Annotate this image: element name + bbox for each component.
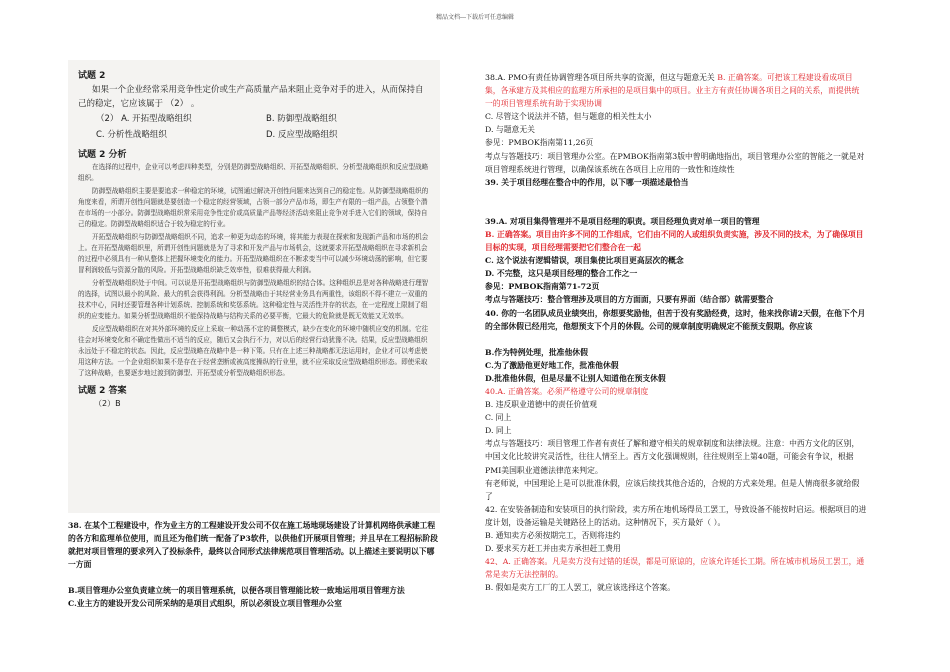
right-column-text [485,71,867,594]
answer-40-note: 有老师说，中国理论上是可以批准休假，应该后续找其他合适的，合规的方式来处理。但是人情商很多就给假了 [485,478,860,501]
question-40: 40. 你的一名团队成员业绩突出，你想要奖励他，但苦于没有奖励经费，这时，他来找你请2天假，在他下个月的全部休假已经用完，他想预支下个月的休假。公司的规章制度明确规定不能预支假期。你应该 [485,308,866,331]
question-40-option-b: B.作为特例处理，批准他休假 [485,347,588,357]
answer-40-correct: 40.A. 正确答案。必须严格遵守公司的规章制度 [485,386,649,396]
answer-40-b: B. 违反职业道德中的责任价值观 [485,400,598,410]
analysis-title: 试题 2 分析 [78,150,127,160]
answer-40-d: D. 同上 [485,426,512,436]
question-42-option-d: D. 要求买方赶工并由卖方承担赶工费用 [485,544,621,554]
question-38-option-c: C.业主方的建设开发公司所采纳的是项目式组织，所以必须设立项目管理办公室 [68,599,342,608]
question-options [96,111,430,143]
answer-39-reference: 参见：PMBOK指南第71-72页 [485,282,600,292]
answer-40-tip: 考点与答题技巧：项目管理工作者有责任了解和遵守相关的规章制度和法律法规。注意：中西方文化的区别，中国文化比较讲究灵活性，往往人情至上。西方文化强调规则，往往规则至上第40题，可能会有争议，根据PMI美国职业道德法律范来判定。 [485,439,860,475]
answer-38-a: 38.A. PMO有责任协调管理各项目所共享的资源，但这与题意无关 [485,73,715,82]
answer-38-correct: B. 正确答案。可把该工程建设看成项目集，各承建方及其相应的监理方所承担的是项目集中的项目。业主方有责任协调各项目之间的关系，而提供统一的项目管理系统有助于实现协调 [485,73,860,109]
question-text: 如果一个企业经常采用竞争性定价或生产高质量产品来阻止竞争对手的进入，从而保持自己的稳定，它应该属于 （2） 。 [78,85,424,109]
answer-38-d: D. 与题意无关 [485,125,535,135]
scanned-question-image [68,60,440,513]
answer-40-c: C. 同上 [485,413,512,423]
option-b: B. 防御型战略组织 [266,114,337,124]
question-title: 试题 2 [78,71,106,81]
answer-39-d: D. 不完整，这只是项目经理的整合工作之一 [485,269,638,279]
answer-39-tip: 考点与答题技巧：整合管理涉及项目的方方面面，只要有界面（结合部）就需要整合 [485,295,774,305]
question-38: 38. 在某个工程建设中，作为业主方的工程建设开发公司不仅在施工场地现场建设了计算机网络供承建工程的各方和监理单位使用，而且还为他们统一配备了P3软件，以供他们开展项目管理；并且早在工程招标阶段就把对项目管理的要求列入了投标条件，最终以合同形式法律规范项目管理活动。以上描述主要说明以下哪一方面 [68,521,438,569]
answer-39-c: C. 这个说法有逻辑错误，项目集使比项目更高层次的概念 [485,256,684,266]
analysis-intro: 在选择的过程中，企业可以考虑四种类型，分别是防御型战略组织、开拓型战略组织、分析型战略组织和反应型战略组织。 [78,163,429,182]
analysis-para-4: 反应型战略组织在对其外部环境的反应上采取一种动荡不定的调整模式，缺少在变化的环境中随机应变的机制。它往往会对环境变化和不确定性做出不适当的反应，随后又会执行不力，对以后的经营行动犹豫不决。结果，反应型战略组织永远处于不稳定的状态。因此，反应型战略在战略中是一种下策。只有在上述三种战略都无法运用时，企业才可以考虑使用这种方法。一个企业组织如果不是存在于经营垄断或被高度操纵的行业里，就不应采取反应型战略组织形态。即使采取了这种战略，也要逐步地过渡到防御型、开拓型或分析型战略组织形态。 [78,325,429,377]
answer-39-a: 39.A. 对项目集得管理并不是项目经理的职责。项目经理负责对单一项目的管理 [485,216,760,226]
analysis-para-2: 开拓型战略组织与防御型战略组织不同，追求一种更为动态的环境，将其能力表现在探索和发现新产品和市场的机会上。在开拓型战略组织里，所谓开创性问题就是为了寻求和开发产品与市场机会，这就要求开拓型战略组织在寻求新机会的过程中必须具有一种从整体上把握环境变化的能力。开拓型战略组织在不断求变当中可以减少环境动荡的影响，但它要冒利润较低与资源分散的风险。开拓型战略组织缺乏效率性，很难获得最大利润。 [78,233,429,274]
left-column-text [68,519,440,610]
answer-39-correct: B. 正确答案。项目由许多不同的工作组成，它们由不同的人或组织负责实施，涉及不同的技术，为了确保项目目标的实现，项目经理需要把它们整合在一起 [485,229,864,253]
answer-42-b: B. 假如是卖方工厂的工人罢工，就应该选择这个答案。 [485,583,676,593]
answer-38 [485,71,867,110]
page-header: 精品文档---下载后可任意编辑 [435,14,515,21]
answer-42-correct: 42、A. 正确答案。凡是卖方没有过错的延误，都是可原谅的，应该允许延长工期。所在城市机场员工罢工，通常是卖方无法控制的。 [485,557,865,580]
question-38-option-b: B.项目管理办公室负责建立统一的项目管理系统，以便各项目管理能比较一致地运用项目管理方法 [68,586,405,595]
answer-title: 试题 2 答案 [78,386,127,396]
analysis-para-3: 分析型战略组织处于中间。可以说是开拓型战略组织与防御型战略组织的结合体。这种组织总是对各种战略进行理智的选择，试图以最小的风险、最大的机会获得利润。分析型战略由于其经营业务具有两重性，该组织不得不建立一双重的技术中心，同时还要管理各种计划系统、控制系统和奖惩系统。这种稳定性与灵活性并存的状态，在一定程度上限制了组织的应变能力。如果分析型战略组织不能保持战略与结构关系的必要平衡，它最大的危险就是既无效能又无效率。 [78,279,429,320]
option-c: C. 分析性战略组织 [96,130,167,140]
question-40-option-d: D.批准他休假，但是尽量不让别人知道他在预支休假 [485,373,666,383]
answer-38-reference: 参见：PMBOK指南第11,26页 [485,138,594,148]
answer-value: （2）B [94,399,121,408]
answer-38-c: C. 尽管这个说法并不错，但与题意的相关性太小 [485,112,652,122]
question-42-option-b: B. 通知卖方必须按期完工，否则将违约 [485,531,621,540]
option-a: （2） A. 开拓型战略组织 [96,114,192,124]
question-40-option-c: C.为了激励他更好地工作，批准他休假 [485,360,619,370]
analysis-para-1: 防御型战略组织主要是要追求一种稳定的环境，试图通过解决开创性问题来达到自己的稳定性。从防御型战略组织的角度来看，所谓开创性问题就是要创造一个稳定的经营领域，占领一部分产品市场，即生产有限的一组产品，占领整个潜在市场的一小部分。防御型战略组织常采用竞争性定价或高质量产品等经济活动来阻止竞争对手进入它们的领域，保持自己的稳定。防御型战略组织适合于较为稳定的行业。 [78,187,429,228]
question-42: 42. 在安装备制造和安装项目的执行阶段，卖方所在地机场得员工罢工，导致设备不能按时启运。根据项目的进度计划，设备运输是关键路径上的活动。这种情况下，买方最好（ ）。 [485,504,867,527]
question-39: 39. 关于项目经理在整合中的作用，以下哪一项描述最恰当 [485,177,689,187]
option-d: D. 反应型战略组织 [266,130,338,140]
answer-38-tip: 考点与答题技巧：项目管理办公室。在PMBOK指南第3版中曾明确地指出，项目管理办公室的智能之一就是对项目管理系统进行管理，以确保该系统在各项目上应用的一致性和连续性 [485,151,865,174]
